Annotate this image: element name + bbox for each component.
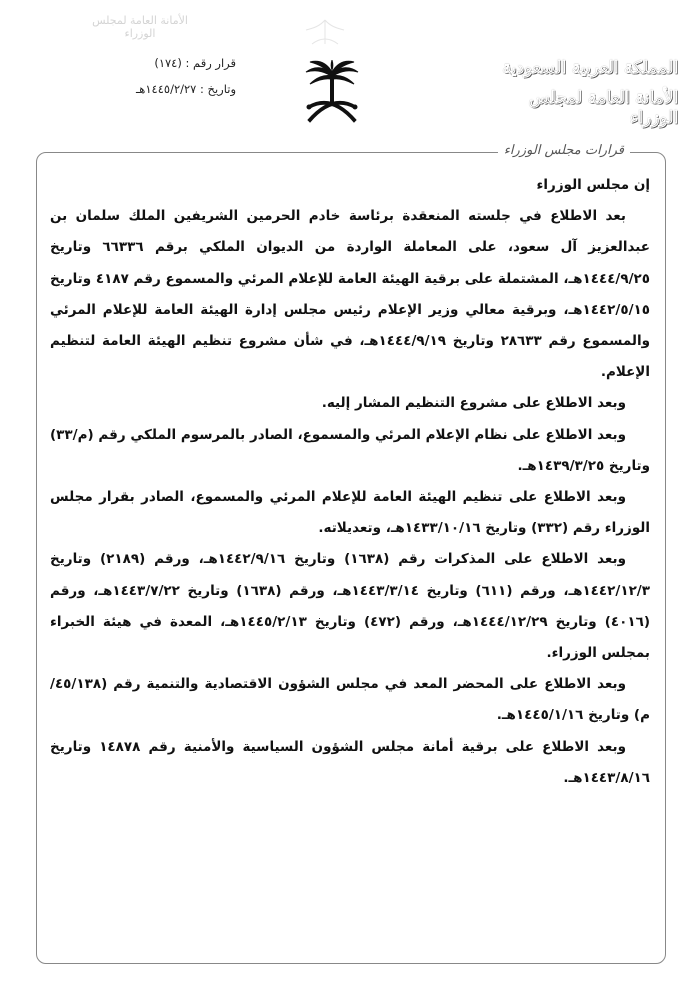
opening-line: إن مجلس الوزراء (536, 177, 650, 193)
watermark-emblem-icon (300, 18, 350, 46)
paragraph: بعد الاطلاع في جلسته المنعقدة برئاسة خادم الحرمين الشريفين الملك سلمان بن عبدالعزيز آل سعود، على المعاملة الواردة من الديوان الملكي برقم ٦٦٣٣٦ وتاريخ ١٤٤٤/٩/٢٥هـ، المشتملة على برقية الهيئة العامة للإعلام المرئي والمسموع رقم ٤١٨٧ وتاريخ ١٤٤٢/٥/١٥هـ، وبرقية معالي وزير الإعلام رئيس مجلس إدارة الهيئة العامة للإعلام المرئي والمسموع رقم ٢٨٦٣٣ وتاريخ ١٤٤٤/٩/١٩هـ، في شأن مشروع تنظيم الهيئة العامة لتنظيم الإعلام. (50, 208, 651, 381)
paragraph: وبعد الاطلاع على المذكرات رقم (١٦٣٨) وتاريخ ١٤٤٢/٩/١٦هـ، ورقم (٢١٨٩) وتاريخ ١٤٤٢/١٢/٣هـ، ورقم (٦١١) وتاريخ ١٤٤٣/٣/١٤هـ، ورقم (١٦٣٨) وتاريخ ١٤٤٣/٧/٢٢هـ، ورقم (٤٠١٦) وتاريخ ١٤٤٤/١٢/٢٩هـ، ورقم (٤٧٢) وتاريخ ١٤٤٥/٢/١٣هـ، المعدة في هيئة الخبراء بمجلس الوزراء. (50, 551, 651, 662)
paragraph: وبعد الاطلاع على برقية أمانة مجلس الشؤون السياسية والأمنية رقم ١٤٨٧٨ وتاريخ ١٤٤٣/٨/١٦هـ. (50, 738, 650, 786)
letterhead (488, 58, 678, 128)
decision-date-line (96, 76, 236, 102)
decision-number-label: قرار رقم : (185, 56, 236, 70)
secretariat-title: الأمانة العامة لمجلس الوزراء (528, 88, 678, 128)
decision-body (50, 170, 650, 794)
kingdom-title: المملكة العربية السعودية (502, 58, 678, 78)
saudi-emblem-icon (300, 60, 364, 128)
paragraph: وبعد الاطلاع على نظام الإعلام المرئي والمسموع، الصادر بالمرسوم الملكي رقم (م/٣٣) وتاريخ ١٤٣٩/٣/٢٥هـ. (50, 426, 650, 474)
watermark-text: الأمانة العامة لمجلس الوزراء (92, 14, 188, 40)
paragraph: وبعد الاطلاع على مشروع التنظيم المشار إليه. (321, 395, 626, 412)
paragraph: وبعد الاطلاع على المحضر المعد في مجلس الشؤون الاقتصادية والتنمية رقم (٤٥/١٣٨/م) وتاريخ ١٤٤٥/١/١٦هـ. (50, 676, 650, 724)
decision-date-label: وتاريخ : (200, 82, 236, 96)
decision-number-line (96, 50, 236, 76)
paragraph: وبعد الاطلاع على تنظيم الهيئة العامة للإعلام المرئي والمسموع، الصادر بقرار مجلس الوزراء رقم (٣٣٢) وتاريخ ١٤٣٣/١٠/١٦هـ، وتعديلاته. (50, 489, 650, 537)
decision-info (96, 50, 236, 102)
frame-label: قرارات مجلس الوزراء (498, 143, 630, 158)
decision-date: ١٤٤٥/٢/٢٧هـ (135, 82, 197, 96)
decision-number: (١٧٤) (154, 56, 182, 70)
